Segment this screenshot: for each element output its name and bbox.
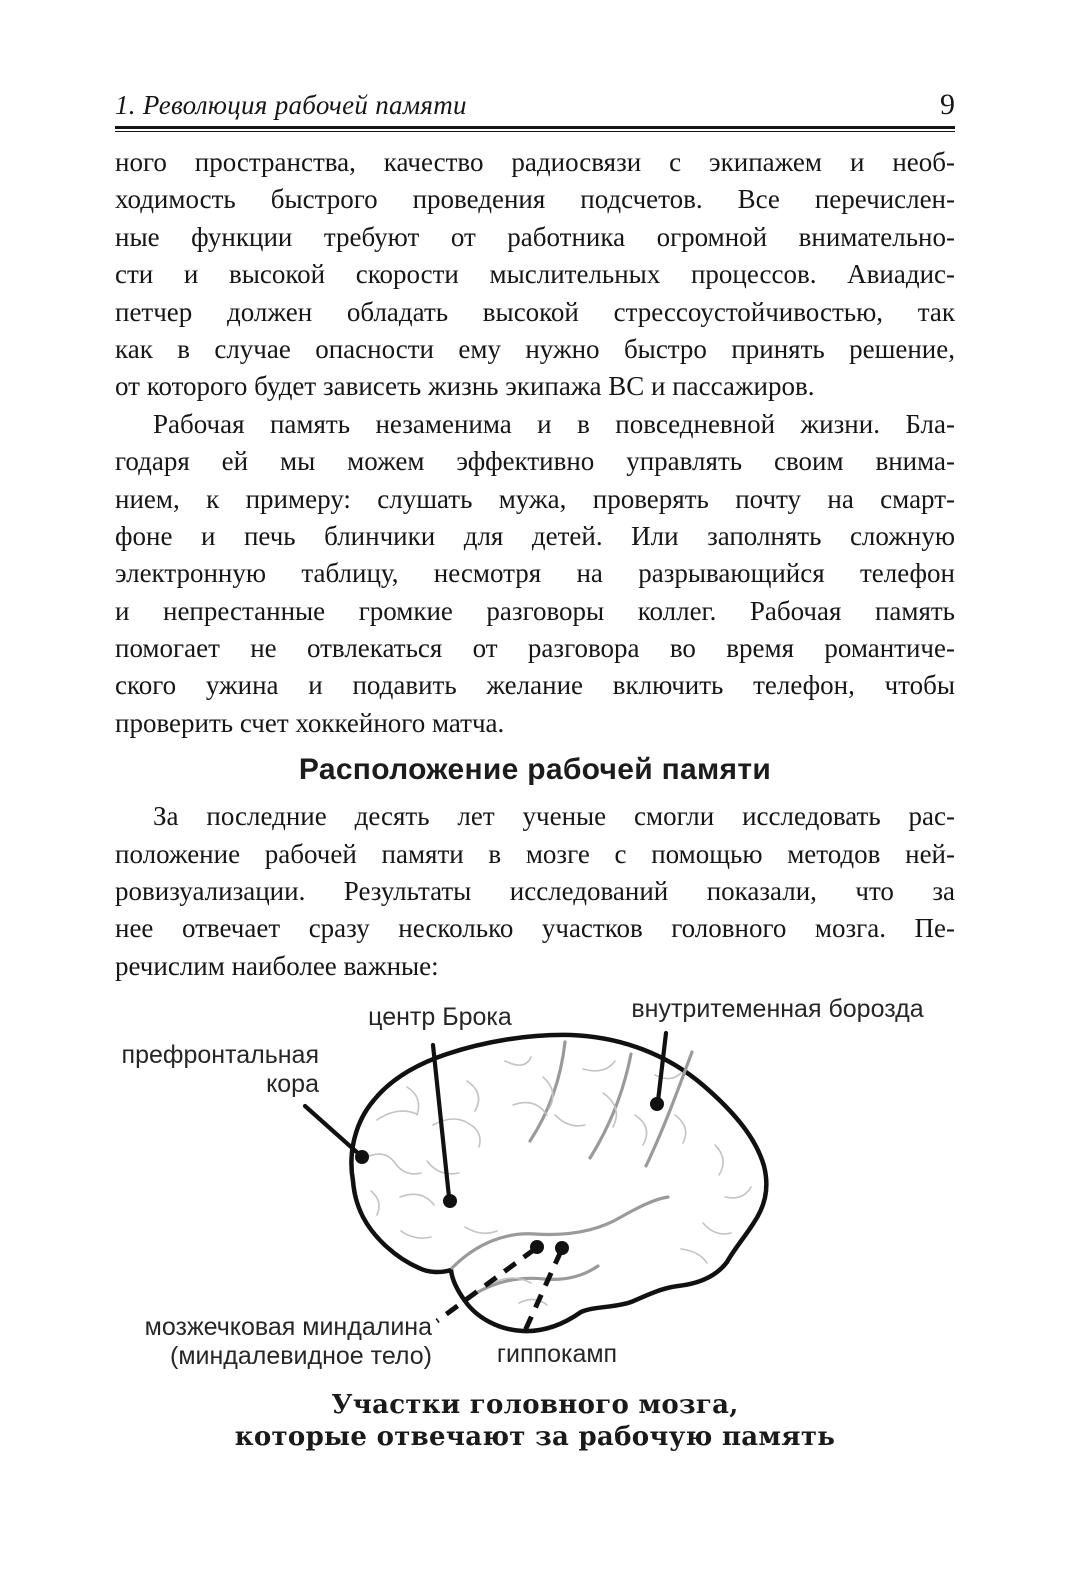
paragraph-1 [115,144,955,406]
label-prefrontal-cortex [115,1041,319,1099]
page-number: 9 [940,88,955,121]
running-head-title: 1. Революция рабочей памяти [115,90,467,120]
label-broca-area: центр Брока [368,1003,512,1032]
amygdala-dot [530,1240,544,1254]
text-line: петчер должен обладать высокой стрессоустойчивостью, так [115,296,955,327]
label-amygdala [140,1313,432,1371]
section-heading: Расположение рабочей памяти [298,753,772,787]
figure-caption [115,1389,955,1453]
brain-figure [115,985,955,1389]
label-prefrontal-line1: префронтальная [121,1041,319,1070]
figure-caption-line1: Участки головного мозга, [331,1390,739,1421]
text-line: ные функции требуют от работника огромной внимательно- [115,221,955,252]
running-head-rule [115,126,955,132]
text-line: и непрестанные громкие разговоры коллег. Рабочая память [115,595,955,626]
text-line: помогает не отвлекаться от разговора во время романтиче- [115,633,955,664]
label-prefrontal-line2: кора [266,1070,319,1099]
text-line: речислим наиболее важные: [115,950,439,981]
intraparietal-dot [650,1097,664,1111]
label-intraparietal-sulcus: внутритеменная борозда [631,995,924,1024]
text-line: от которого будет зависеть жизнь экипажа ВС и пассажиров. [115,371,815,402]
text-line: проверить счет хоккейного матча. [115,707,505,738]
paragraph-3 [115,798,955,985]
figure-caption-line2: которые отвечают за рабочую память [234,1422,836,1453]
running-head [115,88,955,122]
text-line: сти и высокой скорости мыслительных процессов. Авиадис- [115,259,955,290]
label-hippocampus: гиппокамп [496,1340,618,1369]
hippocampus-dot [555,1241,569,1255]
prefrontal-leader-line [305,1106,360,1155]
label-amygdala-line1: мозжечковая миндалина [144,1313,432,1342]
text-line: За последние десять лет ученые смогли исследовать рас- [153,801,955,832]
prefrontal-dot [355,1150,369,1164]
paragraph-2 [115,406,955,743]
text-line: положение рабочей памяти в мозге с помощью методов ней- [115,838,955,869]
text-line: электронную таблицу, несмотря на разрывающийся телефон [115,558,955,589]
text-line: ского ужина и подавить желание включить телефон, чтобы [115,670,955,701]
text-line: нее отвечает сразу несколько участков головного мозга. Пе- [115,913,955,944]
text-line: ного пространства, качество радиосвязи с экипажем и необ- [115,147,955,177]
text-line: годаря ей мы можем эффективно управлять своим внима- [115,446,955,477]
label-amygdala-line2: (миндалевидное тело) [170,1342,432,1371]
broca-dot [443,1194,457,1208]
text-line: нием, к примеру: слушать мужа, проверять почту на смарт- [115,483,955,514]
text-line: как в случае опасности ему нужно быстро принять решение, [115,333,955,364]
text-line: фоне и печь блинчики для детей. Или заполнять сложную [115,520,955,551]
text-line: ровизуализации. Результаты исследований показали, что за [115,876,955,907]
text-line: Рабочая память незаменима и в повседневной жизни. Бла- [153,408,955,439]
text-line: ходимость быстрого проведения подсчетов. Все перечислен- [115,184,955,215]
